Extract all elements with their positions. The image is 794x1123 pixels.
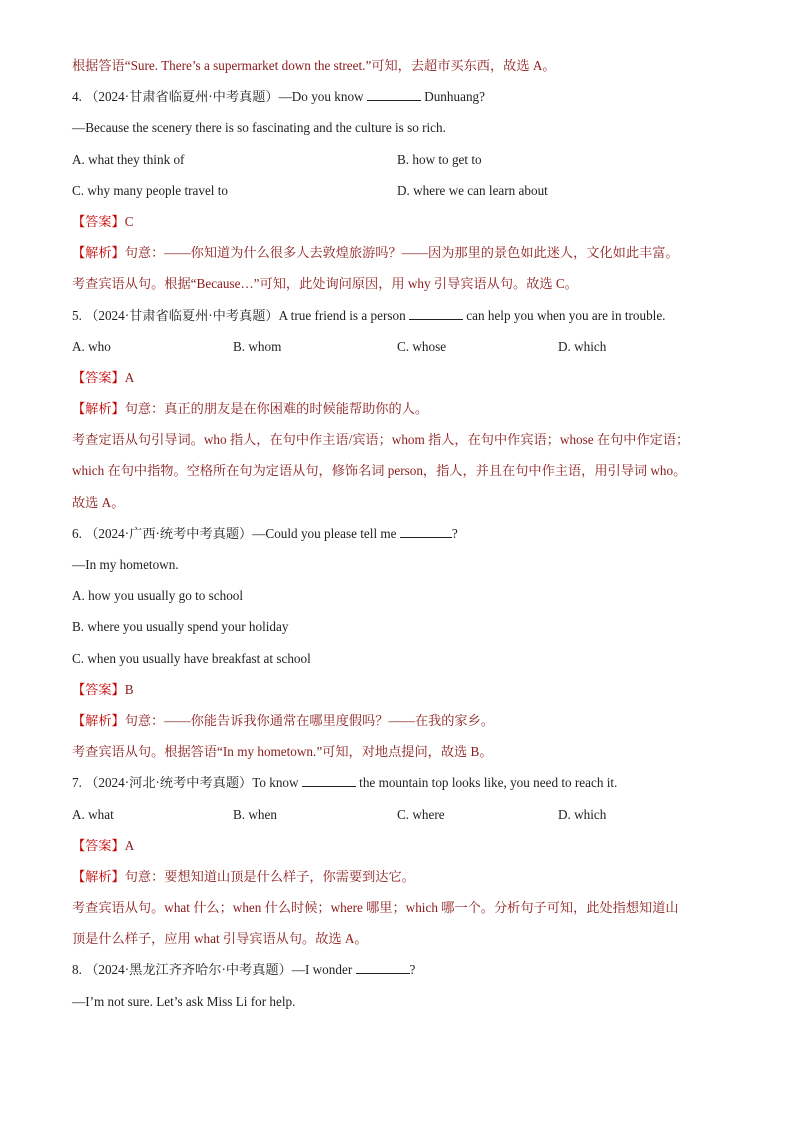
q4-answer-value: C: [124, 213, 134, 229]
q6-option-a: A. how you usually go to school: [72, 588, 244, 604]
q6-reply: —In my hometown.: [72, 557, 179, 572]
q7-options: [72, 805, 724, 836]
q6-stem-end: ?: [451, 525, 458, 541]
q6-analysis-text-1: 句意：——你能告诉我你通常在哪里度假吗？——在我的家乡。: [124, 712, 494, 728]
q5-analysis-2: 考查定语从句引导词。who 指人，在句中作主语/宾语；whom 指人，在句中作宾语；whose 在句中作定语；: [72, 432, 690, 448]
q6-answer-value: B: [124, 681, 134, 697]
q5-analysis-1: [72, 399, 724, 430]
analysis-tag: 【解析】: [72, 868, 125, 884]
q8-stem-end: ?: [409, 962, 416, 978]
q4-blank: [367, 88, 421, 101]
q5-option-c: C. whose: [397, 338, 447, 354]
q4-option-d: D. where we can learn about: [397, 182, 548, 198]
q5-stem: [72, 306, 724, 337]
q4-stem: [72, 87, 724, 118]
q7-stem-text: 7. （2024·河北·统考中考真题）To know: [72, 775, 299, 791]
q5-answer-value: A: [124, 369, 135, 385]
q6-option-c: C. when you usually have breakfast at school: [72, 650, 311, 666]
analysis-tag: 【解析】: [72, 245, 125, 261]
q4-answer: [72, 212, 724, 243]
q7-analysis-3: 顶是什么样子，应用 what 引导宾语从句。故选 A。: [72, 931, 368, 947]
q5-option-d: D. which: [558, 338, 607, 354]
document-page: [72, 56, 724, 1023]
analysis-tag: 【解析】: [72, 712, 125, 728]
q7-option-c: C. where: [397, 806, 445, 822]
q7-answer: [72, 836, 724, 867]
q5-option-b: B. whom: [233, 338, 282, 354]
q7-analysis-text-1: 句意：要想知道山顶是什么样子，你需要到达它。: [124, 868, 415, 884]
q4-reply: —Because the scenery there is so fascinating and the culture is so rich.: [72, 120, 446, 136]
q6-answer: [72, 680, 724, 711]
q7-analysis-1: [72, 867, 724, 898]
analysis-tag: 【解析】: [72, 401, 125, 417]
q6-stem: [72, 524, 724, 555]
answer-tag: 【答案】: [72, 837, 125, 853]
answer-tag: 【答案】: [72, 681, 125, 697]
q7-option-a: A. what: [72, 806, 114, 822]
q6-analysis-2: 考查宾语从句。根据答语“In my hometown.”可知，对地点提问，故选 B。: [72, 744, 493, 760]
q7-option-b: B. when: [233, 806, 277, 822]
q4-stem-text: 4. （2024·甘肃省临夏州·中考真题）—Do you know: [72, 89, 364, 105]
q5-analysis-4: 故选 A。: [72, 494, 125, 510]
q7-stem-end: the mountain top looks like, you need to reach it.: [359, 775, 618, 791]
q5-answer: [72, 368, 724, 399]
q6-stem-text: 6. （2024·广西·统考中考真题）—Could you please tell me: [72, 525, 397, 541]
q4-analysis-2: 考查宾语从句。根据“Because…”可知，此处询问原因，用 why 引导宾语从句。故选 C。: [72, 276, 578, 292]
q5-stem-text: 5. （2024·甘肃省临夏州·中考真题）A true friend is a person: [72, 307, 406, 323]
q4-analysis-text-1: 句意：——你知道为什么很多人去敦煌旅游吗？——因为那里的景色如此迷人，文化如此丰富。: [124, 245, 679, 261]
q8-blank: [356, 961, 410, 974]
q4-option-b: B. how to get to: [397, 151, 482, 167]
q7-option-d: D. which: [558, 806, 607, 822]
q5-option-a: A. who: [72, 338, 111, 354]
q8-stem-text: 8. （2024·黑龙江齐齐哈尔·中考真题）—I wonder: [72, 962, 353, 978]
q4-option-a: A. what they think of: [72, 151, 185, 167]
q5-options: [72, 337, 724, 368]
answer-tag: 【答案】: [72, 369, 125, 385]
q6-analysis-1: [72, 711, 724, 742]
answer-tag: 【答案】: [72, 213, 125, 229]
q8-stem: [72, 960, 724, 991]
q4-analysis-1: [72, 243, 724, 274]
q5-blank: [409, 307, 463, 320]
q5-analysis-text-1: 句意：真正的朋友是在你困难的时候能帮助你的人。: [124, 401, 429, 417]
q5-stem-end: can help you when you are in trouble.: [466, 307, 666, 323]
q8-reply: —I’m not sure. Let’s ask Miss Li for help.: [72, 993, 296, 1009]
q4-option-c: C. why many people travel to: [72, 182, 229, 198]
q6-blank: [400, 525, 452, 538]
q4-options-row-1: [72, 150, 724, 181]
q5-analysis-3: which 在句中指物。空格所在句为定语从句，修饰名词 person，指人，并且在句中作主语，用引导词 who。: [72, 463, 687, 479]
q4-options-row-2: [72, 181, 724, 212]
intro-explanation: 根据答语“Sure. There’s a supermarket down the street.”可知，去超市买东西，故选 A。: [72, 58, 556, 73]
q7-answer-value: A: [124, 837, 135, 853]
q7-analysis-2: 考查宾语从句。what 什么；when 什么时候；where 哪里；which 哪一个。分析句子可知，此处指想知道山: [72, 900, 679, 916]
q7-blank: [302, 774, 356, 787]
q7-stem: [72, 773, 724, 804]
q6-option-b: B. where you usually spend your holiday: [72, 619, 289, 635]
q4-stem-end: Dunhuang?: [424, 89, 485, 105]
